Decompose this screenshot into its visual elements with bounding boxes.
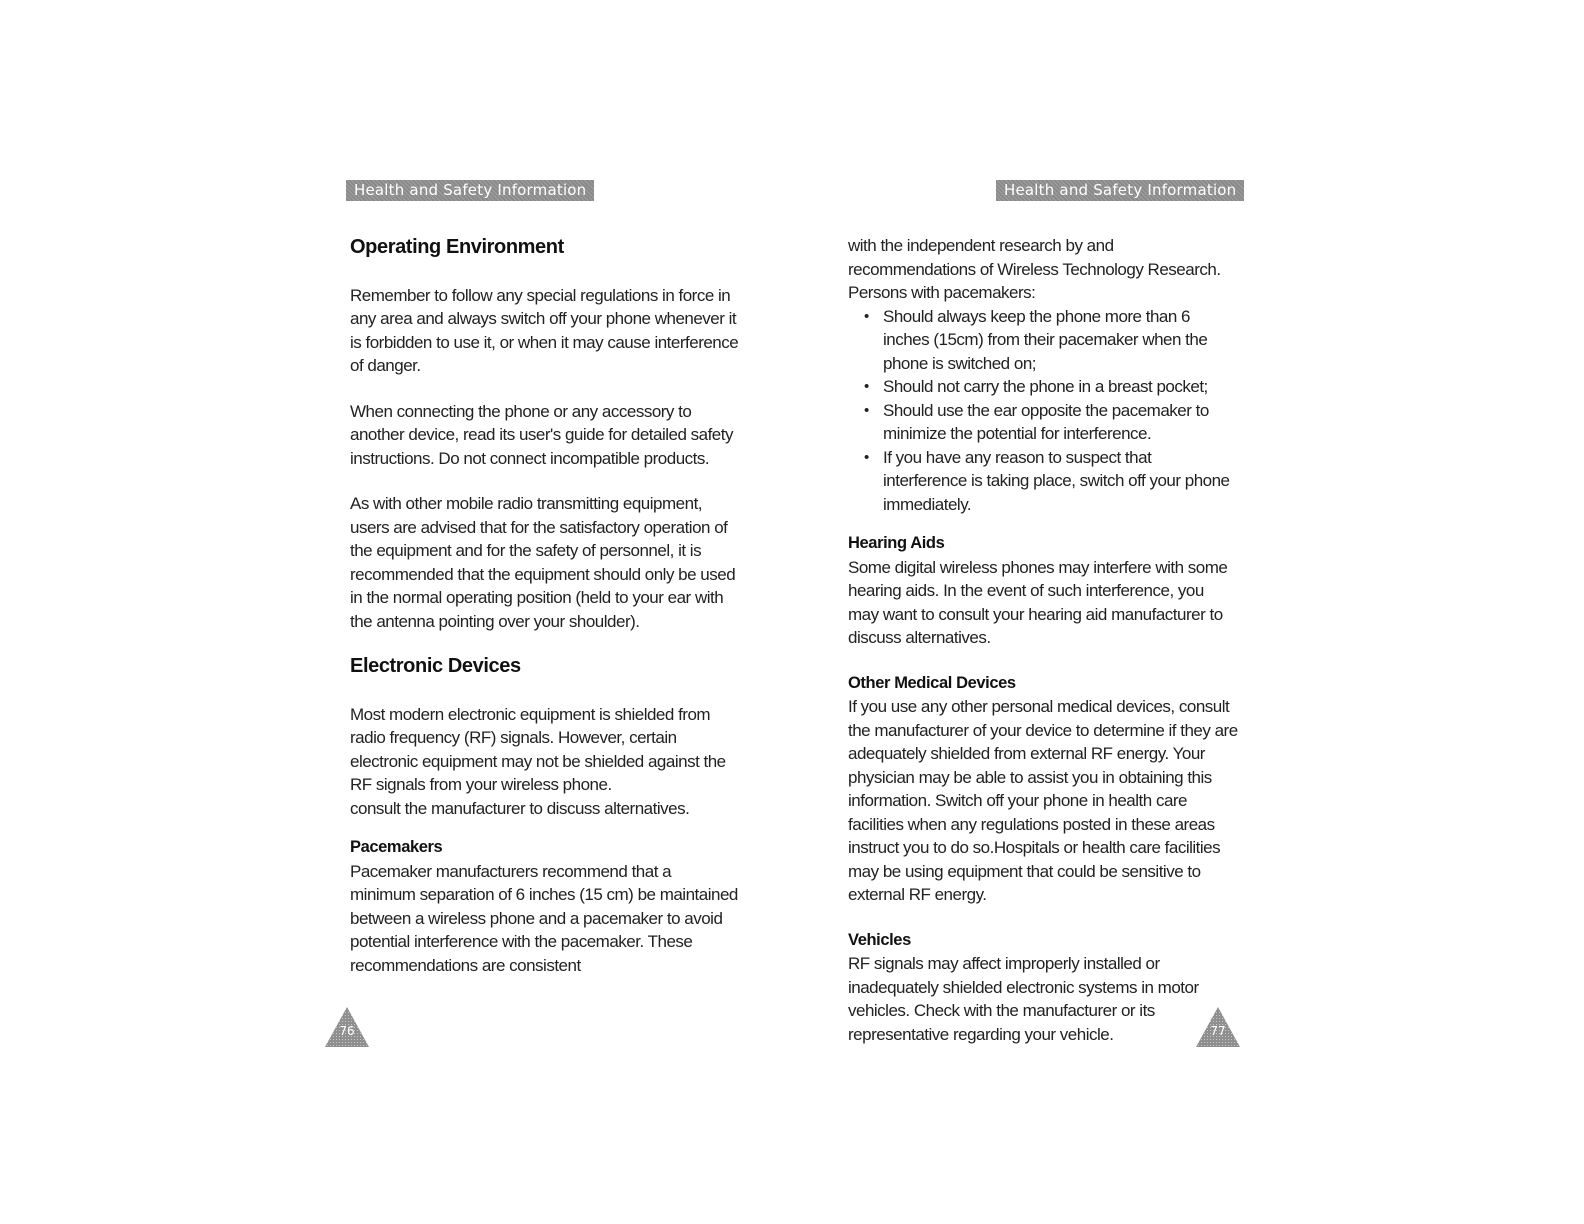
pacemaker-bullet-list [848, 305, 1238, 517]
pacemakers-paragraph: Pacemaker manufacturers recommend that a minimum separation of 6 inches (15 cm) be maintained between a wireless phone and a pacemaker to avoid potential interference with the pacemaker. These recommendations are consistent [350, 861, 738, 975]
heading-hearing-aids: Hearing Aids [848, 534, 945, 552]
other-medical-devices-paragraph: If you use any other personal medical devices, consult the manufacturer of your device to determine if they are adequately shielded from external RF energy. Your physician may be able to assist you in obtaining this information. Switch off your phone in health care facilities when any regulations posted in these areas instruct you to do so.Hospitals or health care facilities may be using equipment that could be sensitive to external RF energy. [848, 697, 1238, 904]
section-header-bar: Health and Safety Information [996, 180, 1244, 201]
heading-electronic-devices: Electronic Devices [350, 655, 521, 677]
page-number: 77 [1210, 1024, 1226, 1038]
list-item: • If you have any reason to suspect that interference is taking place, switch off your phone immediately. [864, 446, 1238, 517]
heading-other-medical-devices: Other Medical Devices [848, 673, 1016, 692]
heading-pacemakers: Pacemakers [350, 838, 443, 856]
right-page [792, 0, 1584, 1224]
operating-environment-paragraph-1: Remember to follow any special regulations in force in any area and always switch off your phone whenever it is forbidden to use it, or when it may cause interference of danger. [350, 285, 739, 375]
electronic-devices-paragraph-2: consult the manufacturer to discuss alternatives. [350, 798, 690, 818]
operating-environment-paragraph-2: When connecting the phone or any accessory to another device, read its user's guide for detailed safety instructions. Do not connect incompatible products. [350, 401, 733, 468]
right-page-column [848, 234, 1238, 1046]
list-item: • Should not carry the phone in a breast pocket; [864, 375, 1238, 399]
heading-operating-environment: Operating Environment [350, 236, 564, 258]
page-number-marker [324, 1006, 370, 1048]
heading-vehicles: Vehicles [848, 930, 911, 949]
list-item: • Should use the ear opposite the pacemaker to minimize the potential for interference. [864, 399, 1238, 446]
persons-with-pacemakers-label: Persons with pacemakers: [848, 283, 1036, 302]
electronic-devices-paragraph-1: Most modern electronic equipment is shielded from radio frequency (RF) signals. However, certain electronic equipment may not be shielded against the RF signals from your wireless phone. [350, 704, 726, 794]
left-page-column [350, 236, 740, 977]
vehicles-paragraph: RF signals may affect improperly installed or inadequately shielded electronic systems in motor vehicles. Check with the manufacturer or its representative regarding your vehicle. [848, 954, 1199, 1044]
operating-environment-paragraph-3: As with other mobile radio transmitting equipment, users are advised that for the satisfactory operation of the equipment and for the safety of personnel, it is recommended that the equipment should only be used in the normal operating position (held to your ear with the antenna pointing over your shoulder). [350, 494, 736, 631]
hearing-aids-paragraph: Some digital wireless phones may interfere with some hearing aids. In the event of such interference, you may want to consult your hearing aid manufacturer to discuss alternatives. [848, 557, 1228, 647]
pacemakers-continued-paragraph: with the independent research by and recommendations of Wireless Technology Research. [848, 236, 1221, 279]
page-number-marker [1195, 1006, 1241, 1048]
page-number: 76 [339, 1024, 355, 1038]
section-header-bar: Health and Safety Information [346, 180, 594, 201]
list-item: • Should always keep the phone more than 6 inches (15cm) from their pacemaker when the phone is switched on; [864, 305, 1238, 376]
